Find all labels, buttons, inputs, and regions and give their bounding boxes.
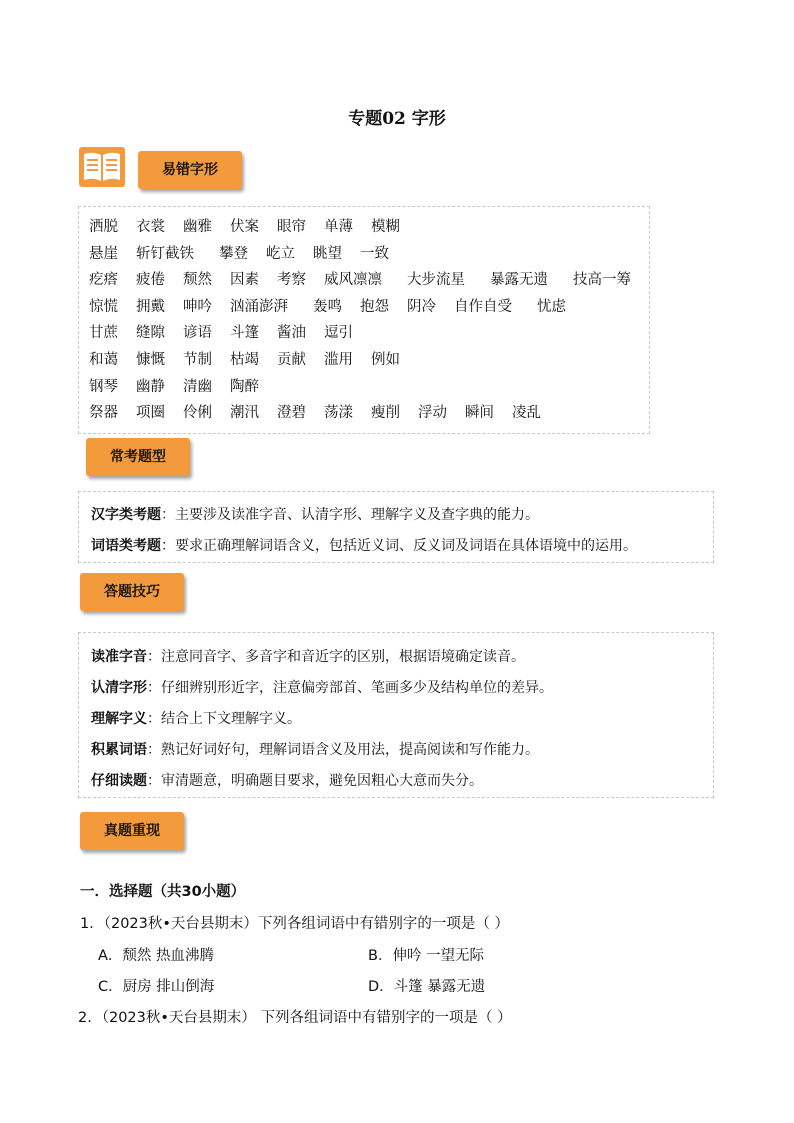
word-item: 钢琴 <box>89 378 118 395</box>
word-item: 贡献 <box>277 352 306 368</box>
word-item: 技高一筹 <box>573 272 631 289</box>
question-type-item: 词语类考题：要求正确理解词语含义，包括近义词、反义词及词语在具体语境中的运用。 <box>91 538 637 554</box>
question-type-item: 汉字类考题：主要涉及读准字音、认清字形、理解字义及查字典的能力。 <box>91 507 539 523</box>
word-item: 抱怨 <box>360 298 389 315</box>
word-item: 颓然 <box>183 272 212 289</box>
word-item: 逗引 <box>324 325 353 342</box>
word-item: 悬崖 <box>89 245 118 262</box>
word-item: 祭器 <box>89 405 118 422</box>
word-item: 阴冷 <box>407 298 436 315</box>
word-item: 暴露无遗 <box>490 272 548 289</box>
word-item: 滥用 <box>324 352 353 368</box>
question-1-option-c[interactable]: C．厨房 排山倒海 <box>98 979 215 995</box>
word-item: 伏案 <box>230 219 259 235</box>
word-item: 拥戴 <box>136 298 165 315</box>
word-item: 眺望 <box>313 245 342 262</box>
section-tag-real-exam: 真题重现 <box>80 812 184 850</box>
tip-item: 仔细读题：审清题意，明确题目要求，避免因粗心大意而失分。 <box>91 773 483 789</box>
word-list-box <box>78 206 650 434</box>
word-item: 幽静 <box>136 378 165 395</box>
word-item: 斗篷 <box>230 325 259 342</box>
word-item: 屹立 <box>266 245 295 262</box>
word-item: 衣裳 <box>136 219 165 235</box>
word-item: 节制 <box>183 352 212 368</box>
tip-item: 读准字音：注意同音字、多音字和音近字的区别，根据语境确定读音。 <box>91 649 525 665</box>
word-item: 潮汛 <box>230 405 259 422</box>
word-item: 洒脱 <box>89 219 118 235</box>
word-item: 幽雅 <box>183 219 212 235</box>
word-item: 模糊 <box>371 219 400 235</box>
word-item: 慷慨 <box>136 352 165 368</box>
answer-tips-box <box>78 632 714 798</box>
question-2-stem: 2．（2023秋•天台县期末） 下列各组词语中有错别字的一项是（ ） <box>78 1010 512 1026</box>
section-tag-common-questions: 常考题型 <box>86 438 190 476</box>
section-tag-answer-tips: 答题技巧 <box>80 573 184 611</box>
word-item: 谚语 <box>183 325 212 342</box>
word-item: 伶俐 <box>183 405 212 422</box>
word-item: 项圈 <box>136 405 165 422</box>
question-1-option-b[interactable]: B．伸吟 一望无际 <box>368 948 485 964</box>
tip-item: 认清字形：仔细辨别形近字，注意偏旁部首、笔画多少及结构单位的差异。 <box>91 680 553 696</box>
word-item: 大步流星 <box>407 272 465 289</box>
question-1-option-d[interactable]: D．斗篷 暴露无遗 <box>368 979 486 995</box>
word-item: 考察 <box>277 272 306 289</box>
word-item: 清幽 <box>183 378 212 395</box>
word-item: 忧虑 <box>537 298 566 315</box>
word-item: 凌乱 <box>512 405 541 422</box>
word-item: 疙瘩 <box>89 272 118 289</box>
word-item: 甘蔗 <box>89 325 118 342</box>
word-item: 瞬间 <box>465 405 494 422</box>
word-item: 威风凛凛 <box>324 272 382 289</box>
question-1-option-a[interactable]: A．颓然 热血沸腾 <box>98 948 215 964</box>
word-item: 酱油 <box>277 325 306 342</box>
tip-item: 积累词语：熟记好词好句，理解词语含义及用法，提高阅读和写作能力。 <box>91 742 539 758</box>
word-item: 眼帘 <box>277 219 306 235</box>
word-item: 惊慌 <box>89 298 118 315</box>
question-1-stem: 1．（2023秋•天台县期末）下列各组词语中有错别字的一项是（ ） <box>80 916 510 932</box>
word-item: 自作自受 <box>454 298 512 315</box>
word-item: 澄碧 <box>277 405 306 422</box>
exam-part-title: 一．选择题（共30小题） <box>80 884 246 900</box>
word-item: 例如 <box>371 352 400 368</box>
book-icon <box>78 146 126 188</box>
word-item: 斩钉截铁 <box>136 245 194 262</box>
word-item: 缝隙 <box>136 325 165 342</box>
tip-item: 理解字义：结合上下文理解字义。 <box>91 711 301 727</box>
word-item: 汹涌澎湃 <box>230 298 288 315</box>
word-item: 因素 <box>230 272 259 289</box>
word-item: 呻吟 <box>183 298 212 315</box>
word-item: 陶醉 <box>230 378 259 395</box>
question-types-box <box>78 491 714 563</box>
word-item: 和蔼 <box>89 352 118 368</box>
word-item: 轰鸣 <box>313 298 342 315</box>
word-item: 瘦削 <box>371 405 400 422</box>
word-item: 枯竭 <box>230 352 259 368</box>
page-title: 专题02 字形 <box>348 109 446 129</box>
word-item: 一致 <box>360 245 389 262</box>
section-tag-error-prone: 易错字形 <box>138 151 242 189</box>
word-item: 攀登 <box>219 245 248 262</box>
word-item: 疲倦 <box>136 272 165 289</box>
word-item: 浮动 <box>418 405 447 422</box>
word-item: 单薄 <box>324 219 353 235</box>
word-item: 荡漾 <box>324 405 353 422</box>
